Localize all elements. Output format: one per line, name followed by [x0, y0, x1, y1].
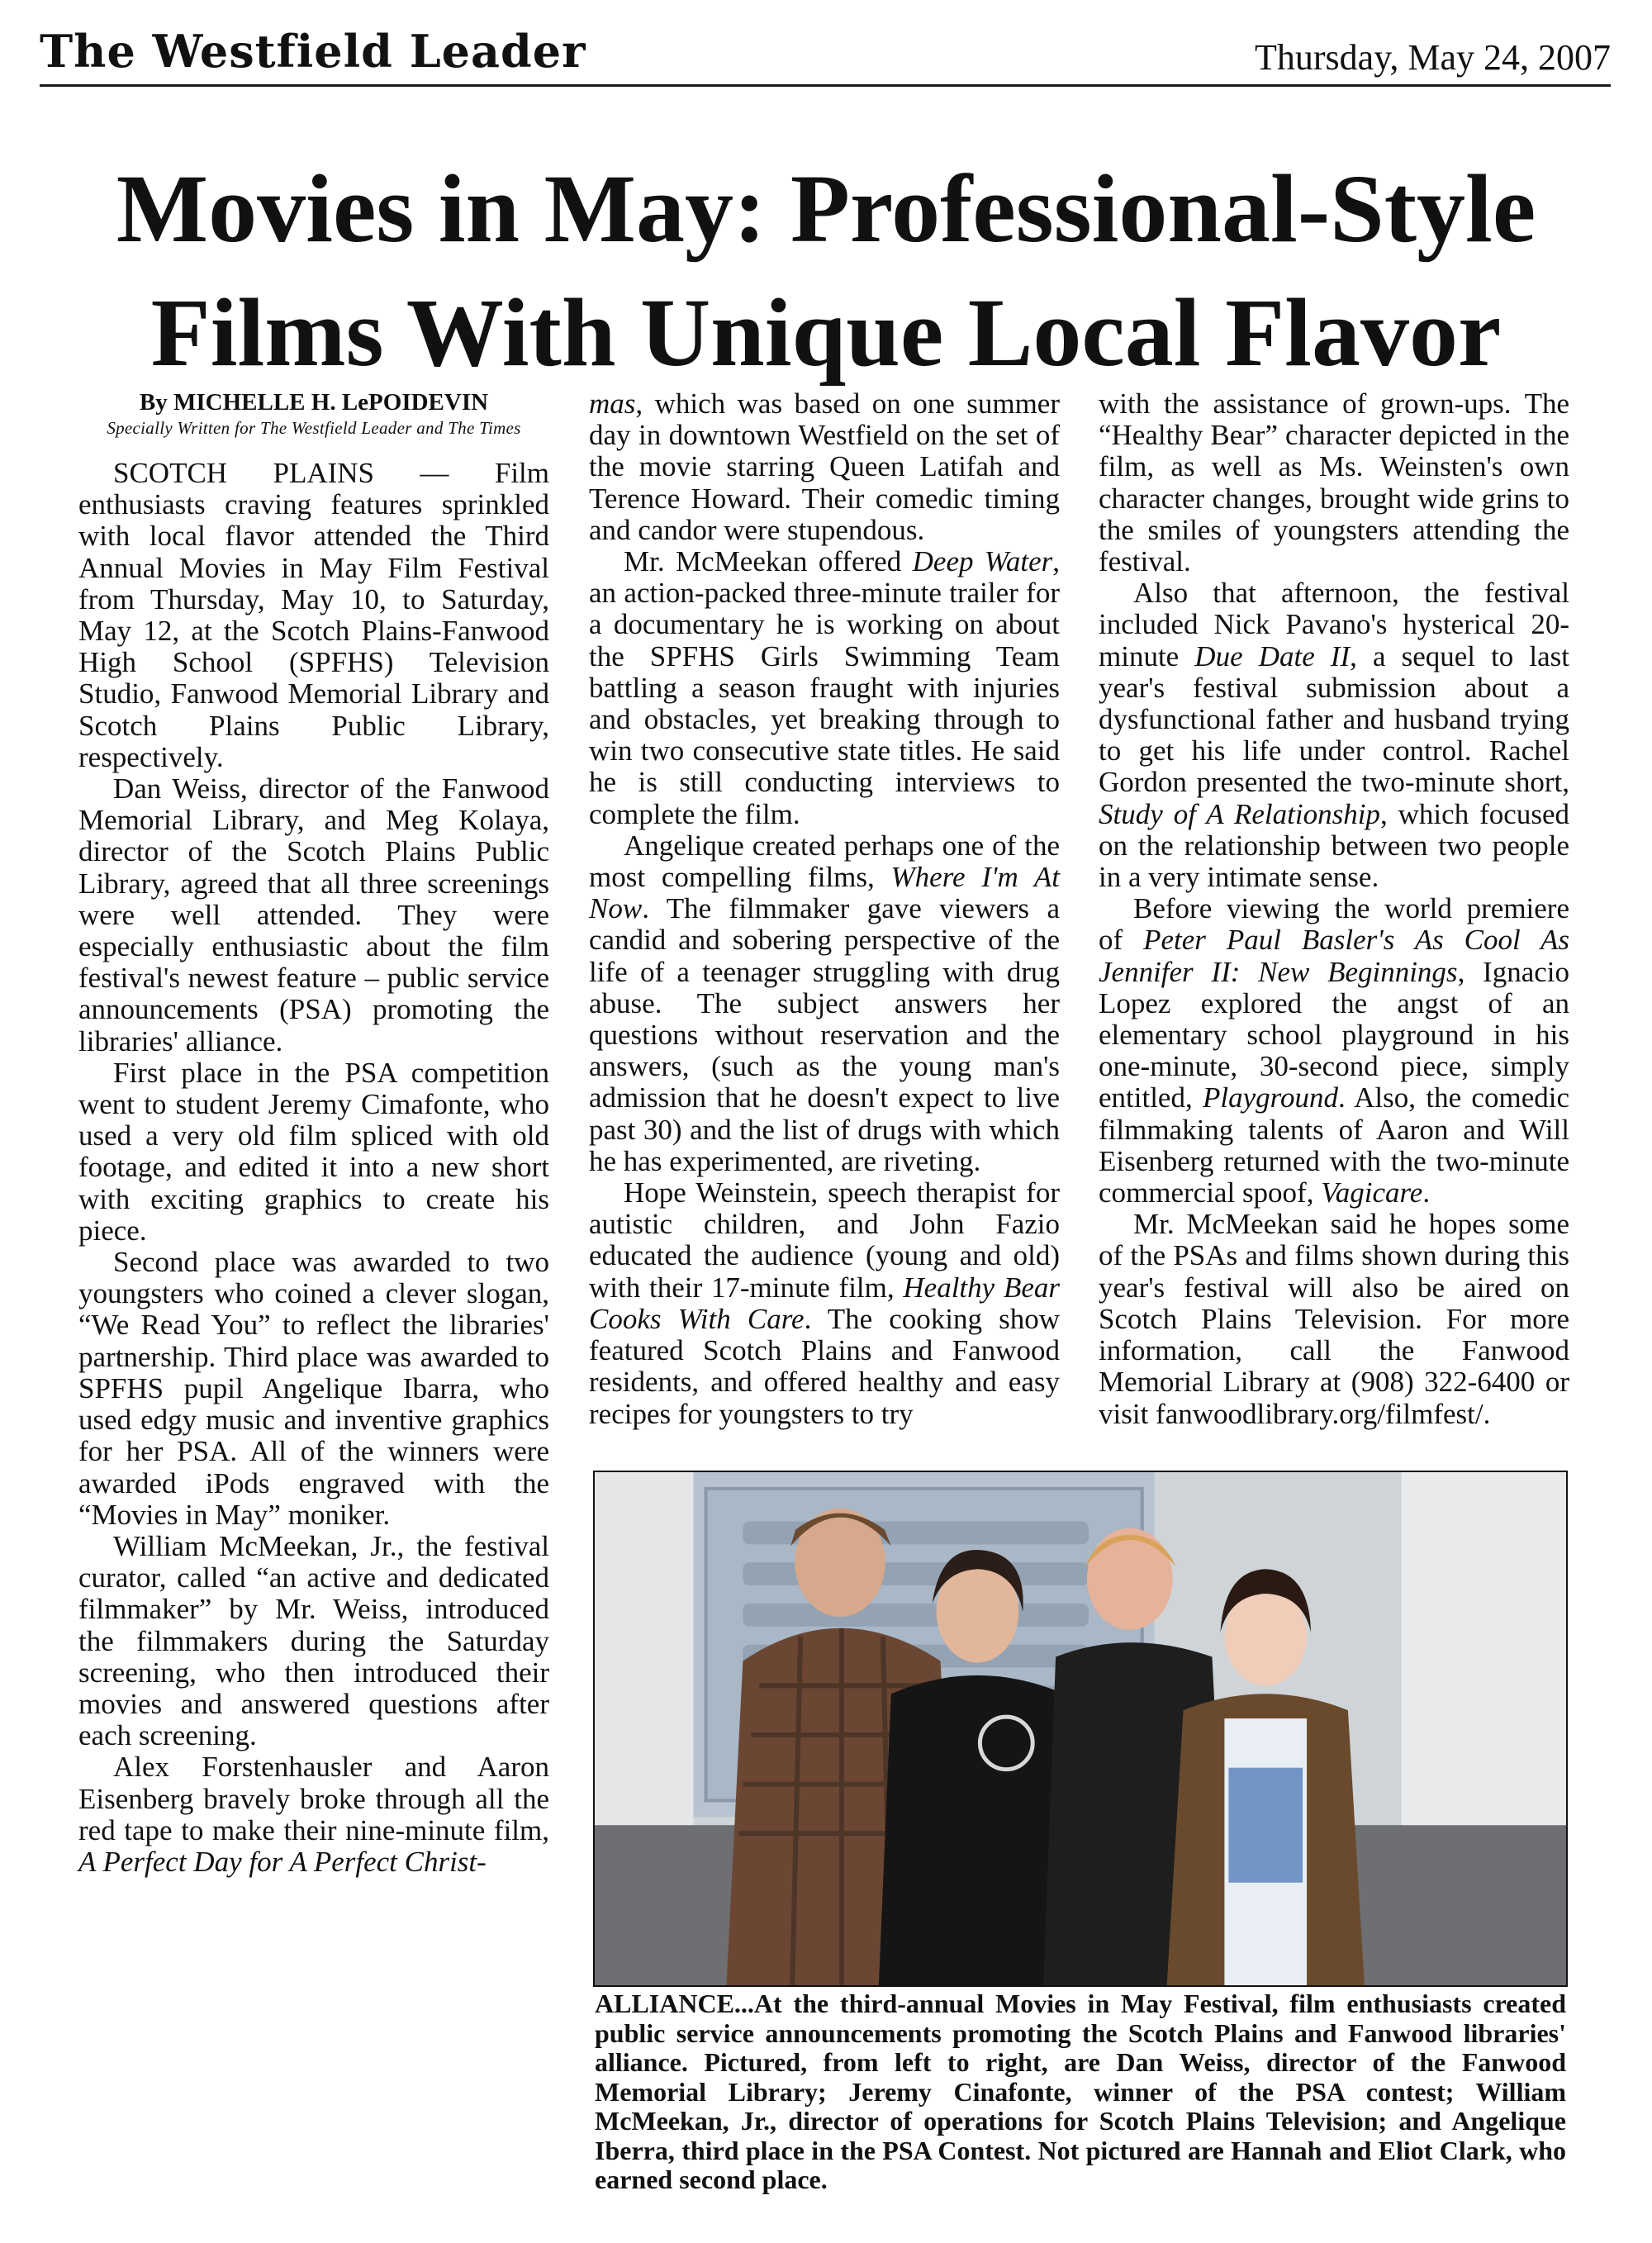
text-run: . Also, the comedic filmmaking talents of Aaron and Will Eisenberg returned with the two-minute commercial spoof,	[1099, 1081, 1569, 1209]
text-run: , which was based on one summer day in downtown Westfield on the set of the movie starring Queen Latifah and Terence Howard. Their comedic timing and candor were stupendous.	[589, 387, 1060, 546]
paragraph: Mr. McMeekan said he hopes some of the PSAs and films shown during this year's festival will also be aired on Scotch Plains Television. For more information, call the Fanwood Memorial Library at (908) 322-6400 or visit fanwoodlibrary.org/filmfest/.	[1099, 1208, 1569, 1430]
text-run: , Ignacio Lopez explored the angst of an elementary school playground in his one-minute, 30-second piece, simply entitled,	[1099, 955, 1569, 1114]
headline-line-2: Films With Unique Local Flavor	[150, 278, 1502, 387]
text-run: , a sequel to last year's festival submission about a dysfunctional father and husband trying to get his life under control. Rachel Gordon presented the two-minute short,	[1099, 639, 1569, 799]
article-headline	[66, 147, 1586, 395]
film-title: Deep Water	[912, 545, 1053, 578]
film-title: Due Date II	[1194, 639, 1351, 672]
film-title: Study of A Relationship	[1099, 797, 1380, 830]
paragraph	[589, 1177, 1060, 1430]
text-run: Also that afternoon, the festival included Nick Pavano's hysterical 20-minute	[1099, 577, 1569, 672]
film-title: mas	[589, 387, 636, 420]
paragraph: First place in the PSA competition went to student Jeremy Cimafonte, who used a very old film spliced with old footage, and edited it into a new short with exciting graphics to create his piece.	[78, 1056, 549, 1247]
byline: By MICHELLE H. LePOIDEVIN	[139, 389, 489, 416]
paragraph	[589, 388, 1060, 546]
text-run: . The filmmaker gave viewers a candid and sobering perspective of the life of a teenager struggling with drug abuse. The subject answers her questions without reservation and the answers, (such as the young man's admission that he doesn't expect to live past 30) and the list of drugs with which he has experimented, are riveting.	[589, 892, 1060, 1177]
paragraph	[589, 546, 1060, 830]
article-column-1	[78, 388, 549, 1878]
text-run: . The cooking show featured Scotch Plains and Fanwood residents, and offered healthy and easy recipes for youngsters to try	[589, 1302, 1061, 1430]
byline-credit: Specially Written for The Westfield Leader and The Times	[107, 418, 521, 438]
article-photo	[593, 1471, 1568, 1987]
film-title: Vagicare	[1321, 1176, 1423, 1209]
article-column-3	[1099, 388, 1569, 1430]
text-run: Alex Forstenhausler and Aaron Eisenberg bravely broke through all the red tape to make their nine-minute film,	[78, 1751, 549, 1846]
paragraph: SCOTCH PLAINS — Film enthusiasts craving features sprinkled with local flavor attended the Third Annual Movies in May Film Festival from Thursday, May 10, to Saturday, May 12, at the Scotch Plains-Fanwood High School (SPFHS) Television Studio, Fanwood Memorial Library and Scotch Plains Public Library, respectively.	[78, 457, 549, 773]
paragraph: Second place was awarded to two youngsters who coined a clever slogan, “We Read You” to reflect the libraries' partnership. Third place was awarded to SPFHS pupil Angelique Ibarra, who used edgy music and inventive graphics for her PSA. All of the winners were awarded iPods engraved with the “Movies in May” moniker.	[78, 1246, 549, 1531]
paragraph: William McMeekan, Jr., the festival curator, called “an active and dedicated filmmaker” by Mr. Weiss, introduced the filmmakers during the Saturday screening, who then introduced their movies and answered questions after each screening.	[78, 1529, 549, 1752]
paragraph	[78, 1751, 549, 1878]
film-title: Where I'm At Now	[589, 861, 1060, 925]
film-title: Peter Paul Basler's As Cool As Jennifer II: New Beginnings	[1099, 924, 1570, 988]
article-column-2	[589, 388, 1060, 1430]
photo-caption: ALLIANCE...At the third-annual Movies in May Festival, film enthusiasts created public service announcements promoting the Scotch Plains and Fanwood libraries' alliance. Pictured, from left to right, are Dan Weiss, director of the Fanwood Memorial Library; Jeremy Cinafonte, winner of the PSA contest; William McMeekan, Jr., director of operations for Scotch Plains Television; and Angelique Iberra, third place in the PSA Contest. Not pictured are Hannah and Eliot Clark, who earned second place.	[595, 1989, 1566, 2194]
film-title: Healthy Bear Cooks With Care	[589, 1271, 1060, 1335]
paragraph	[589, 830, 1060, 1177]
text-run: Before viewing the world premiere of	[1099, 892, 1569, 957]
text-run: , an action-packed three-minute trailer for a documentary he is working on about the SPFHS Girls Swimming Team battling a season fraught with injuries and obstacles, yet breaking through to win two consecutive state titles. He said he is still conducting interviews to complete the film.	[589, 545, 1060, 830]
paragraph	[1099, 893, 1569, 1209]
text-run: Hope Weinstein, speech therapist for autistic children, and John Fazio educated the audience (young and old) with their 17-minute film,	[589, 1176, 1060, 1304]
issue-date: Thursday, May 24, 2007	[1255, 37, 1611, 78]
paragraph: Dan Weiss, director of the Fanwood Memorial Library, and Meg Kolaya, director of the Scotch Plains Public Library, agreed that all three screenings were well attended. They were especially enthusiastic about the film festival's newest feature – public service announcements (PSA) promoting the libraries' alliance.	[78, 772, 549, 1057]
newspaper-nameplate: The Westfield Leader	[40, 25, 586, 78]
film-title: Playground	[1203, 1081, 1339, 1114]
text-run: Angelique created perhaps one of the most compelling films,	[589, 829, 1060, 894]
text-run: .	[1422, 1176, 1431, 1209]
film-title: A Perfect Day for A Perfect Christ-	[78, 1845, 487, 1878]
paragraph: with the assistance of grown-ups. The “Healthy Bear” character depicted in the film, as well as Ms. Weinsten's own character changes, brought wide grins to the smiles of youngsters attending the festival.	[1099, 387, 1569, 578]
text-run: Mr. McMeekan offered	[624, 545, 913, 578]
headline-line-1: Movies in May: Professional-Style	[116, 154, 1536, 263]
paragraph	[1099, 577, 1569, 893]
text-run: , which focused on the relationship between two people in a very intimate sense.	[1099, 797, 1569, 894]
masthead	[40, 25, 1611, 87]
group-photo-illustration	[595, 1472, 1566, 1985]
